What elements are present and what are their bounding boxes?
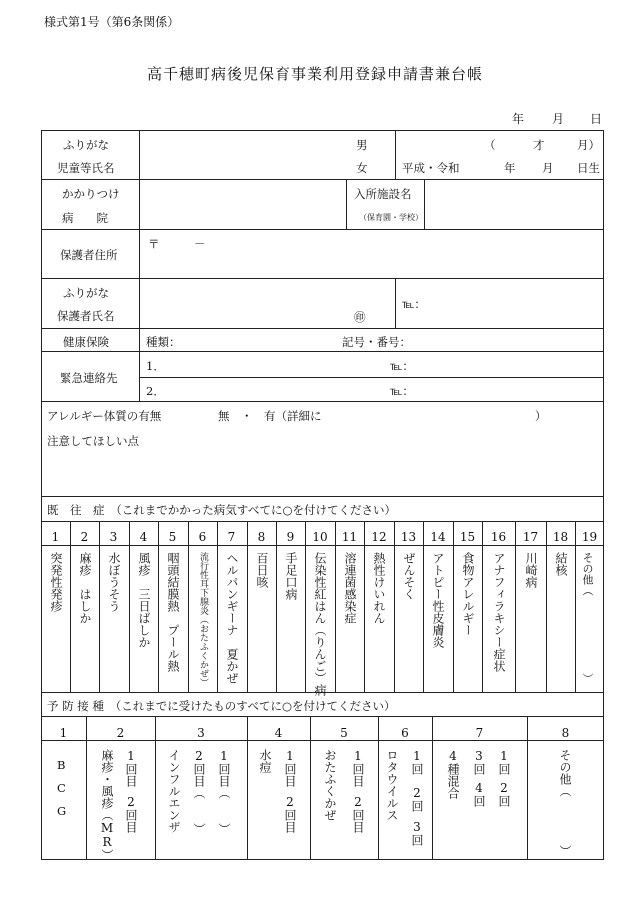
vaccine-four-dose-2[interactable]: 2回 — [497, 781, 511, 807]
emergency-tel-1[interactable]: ℡： — [390, 359, 414, 373]
disease-number: 7 — [227, 530, 236, 544]
disease-pertussis[interactable]: 百日咳 — [255, 552, 269, 588]
emergency-label: 緊急連絡先 — [60, 371, 118, 385]
disease-chickenpox[interactable]: 水ぼうそう — [107, 552, 121, 612]
bcg-letter-c[interactable]: C — [57, 781, 66, 795]
disease-number: 12 — [371, 530, 387, 544]
guardian-name-label: 保護者氏名 — [57, 309, 115, 323]
notes-label: 注意してほしい点 — [47, 434, 139, 448]
date-day: 日 — [590, 112, 603, 126]
vaccine-other[interactable]: その他（ ） — [558, 749, 572, 857]
birth-day: 日生 — [577, 161, 600, 175]
disease-number: 8 — [257, 530, 266, 544]
vaccine-rota-dose-1[interactable]: 1回 — [410, 749, 424, 775]
vaccine-number: 2 — [116, 726, 125, 740]
vaccine-mr[interactable]: 麻疹・風疹（MR） — [100, 749, 114, 861]
vaccine-flu-dose-1[interactable]: 1回目（ ） — [217, 749, 231, 835]
disease-atopic-dermatitis[interactable]: アトピー性皮膚炎 — [431, 552, 445, 648]
disease-roseola[interactable]: 突発性発疹 — [49, 552, 63, 612]
vaccine-varicella-dose-2[interactable]: 2回目 — [283, 795, 297, 833]
birth-era[interactable]: 平成・令和 — [402, 161, 460, 175]
birth-year: 年 — [504, 161, 516, 175]
sex-male[interactable]: 男 — [356, 138, 368, 152]
vaccine-rotavirus[interactable]: ロタウイルス — [385, 749, 399, 821]
vaccine-rota-dose-3[interactable]: 3回 — [410, 820, 424, 846]
vaccine-mr-dose-1[interactable]: 1回目 — [124, 749, 138, 787]
disease-herpangina[interactable]: ヘルパンギーナ 夏かぜ — [225, 552, 239, 684]
disease-anaphylaxis[interactable]: アナフィラキシー症状 — [492, 552, 506, 672]
form-number: 様式第1号（第6条関係） — [44, 15, 180, 29]
disease-number: 10 — [312, 530, 328, 544]
disease-number: 2 — [80, 530, 89, 544]
disease-measles[interactable]: 麻疹 はしか — [78, 552, 92, 624]
emergency-tel-2[interactable]: ℡： — [390, 384, 414, 398]
disease-pharyngoconjunctival-fever[interactable]: 咽頭結膜熱 プール熱 — [166, 552, 180, 672]
child-furigana-label: ふりがな — [63, 138, 109, 152]
vaccine-number: 4 — [274, 726, 283, 740]
disease-number: 11 — [341, 530, 358, 544]
disease-strep[interactable]: 溶連菌感染症 — [343, 552, 357, 624]
vaccine-number: 7 — [475, 726, 484, 740]
disease-number: 6 — [198, 530, 207, 544]
disease-food-allergy[interactable]: 食物アレルギー — [461, 552, 475, 636]
address-label: 保護者住所 — [60, 248, 118, 262]
age-month: 月） — [577, 138, 600, 152]
disease-number: 4 — [139, 530, 148, 544]
disease-number: 16 — [490, 530, 507, 544]
disease-number: 17 — [522, 530, 539, 544]
disease-number: 9 — [286, 530, 295, 544]
vaccine-varicella[interactable]: 水痘 — [258, 749, 272, 773]
vaccine-four-dose-1[interactable]: 1回 — [497, 749, 511, 775]
allergy-close: ） — [535, 409, 547, 423]
guardian-furigana-label: ふりがな — [63, 286, 109, 300]
insurance-type[interactable]: 種類： — [146, 335, 181, 349]
guardian-tel[interactable]: ℡： — [402, 297, 426, 311]
vaccine-mr-dose-2[interactable]: 2回目 — [124, 795, 138, 833]
age-unit: 才 — [533, 138, 545, 152]
allergy-label: アレルギー体質の有無 — [47, 409, 162, 423]
disease-hfmd[interactable]: 手足口病 — [284, 552, 298, 600]
allergy-options[interactable]: 無 ・ 有（詳細に — [218, 409, 322, 423]
disease-rubella[interactable]: 風疹 三日ばしか — [137, 552, 151, 648]
bcg-letter-b[interactable]: B — [57, 758, 66, 772]
disease-asthma[interactable]: ぜんそく — [402, 552, 416, 600]
disease-fifth-disease[interactable]: 伝染性紅はん（りんご）病 — [313, 552, 327, 696]
insurance-label: 健康保険 — [63, 335, 109, 349]
seal-mark: ㊞ — [354, 310, 366, 324]
postal-code[interactable]: 〒 － — [148, 237, 206, 251]
hospital-label-1: かかりつけ — [62, 187, 120, 201]
facility-note: （保育園・学校） — [359, 213, 423, 222]
vaccine-mumps-dose-1[interactable]: 1回目 — [351, 749, 365, 787]
emergency-contact-2[interactable]: 2． — [146, 384, 165, 398]
disease-number: 15 — [459, 530, 476, 544]
disease-number: 1 — [51, 530, 60, 544]
insurance-number[interactable]: 記号・番号： — [342, 335, 411, 349]
disease-tuberculosis[interactable]: 結核 — [554, 552, 568, 576]
vaccine-number: 6 — [401, 726, 409, 740]
child-name-label: 児童等氏名 — [57, 161, 115, 175]
vaccination-header: 予 防 接 種 （これまでに受けたものすべてに○を付けてください） — [47, 699, 396, 713]
date-month: 月 — [552, 112, 565, 126]
vaccine-number: 5 — [340, 726, 348, 740]
facility-label: 入所施設名 — [354, 187, 412, 201]
child-name-field[interactable] — [145, 136, 345, 176]
date-year: 年 — [512, 112, 525, 126]
bcg-letter-g[interactable]: G — [57, 804, 67, 818]
disease-febrile-seizure[interactable]: 熱性けいれん — [372, 552, 386, 624]
vaccine-rota-dose-2[interactable]: 2回 — [410, 786, 424, 812]
vaccine-mumps[interactable]: おたふくかぜ — [323, 749, 337, 821]
vaccine-four-dose-4[interactable]: 4回 — [472, 781, 486, 807]
disease-other[interactable]: その他（ ） — [581, 552, 594, 684]
vaccine-number: 3 — [197, 726, 205, 740]
disease-kawasaki[interactable]: 川崎病 — [524, 552, 538, 588]
vaccine-mumps-dose-2[interactable]: 2回目 — [351, 795, 365, 833]
history-header: 既 往 症 （これまでかかった病気すべてに○を付けてください） — [47, 503, 397, 517]
vaccine-dtap-ipv[interactable]: 4種混合 — [446, 749, 460, 799]
age-open: （ — [484, 138, 496, 152]
hospital-label-2: 病 院 — [62, 211, 108, 225]
disease-number: 5 — [168, 530, 177, 544]
vaccine-number: 8 — [561, 726, 570, 740]
disease-number: 3 — [109, 530, 118, 544]
page-title: 高千穂町病後児保育事業利用登録申請書兼台帳 — [146, 65, 483, 83]
sex-female[interactable]: 女 — [356, 161, 368, 175]
disease-number: 13 — [400, 530, 417, 544]
vaccine-number: 1 — [59, 726, 68, 740]
disease-number: 14 — [430, 530, 446, 544]
disease-number: 18 — [552, 530, 569, 544]
vaccine-influenza[interactable]: インフルエンザ — [167, 749, 181, 833]
disease-mumps[interactable]: 流行性耳下腺炎（おたふくかぜ） — [198, 552, 208, 687]
birth-month: 月 — [542, 161, 554, 175]
vaccine-four-dose-3[interactable]: 3回 — [472, 749, 486, 775]
disease-number: 19 — [581, 530, 598, 544]
vaccine-flu-dose-2[interactable]: 2回目（ ） — [192, 749, 206, 835]
emergency-contact-1[interactable]: 1． — [146, 359, 165, 373]
vaccine-varicella-dose-1[interactable]: 1回目 — [283, 749, 297, 787]
